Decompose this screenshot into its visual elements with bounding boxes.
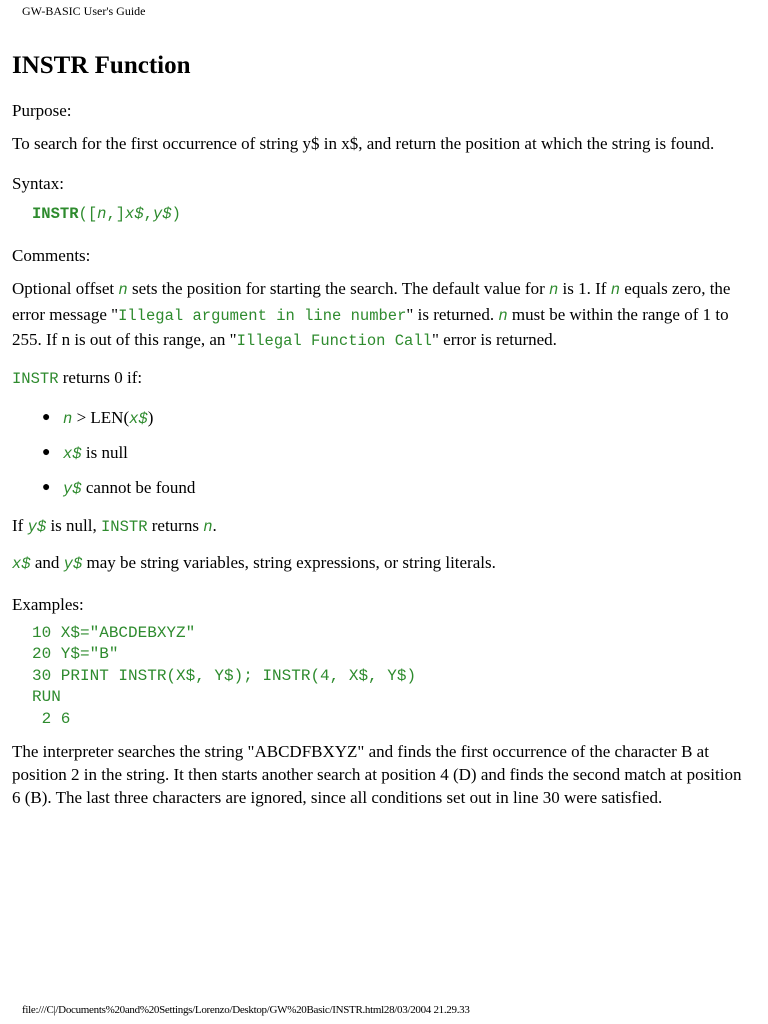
list-item-var: n <box>63 409 73 428</box>
var-x: x$ <box>12 554 31 573</box>
if-null-line <box>12 514 750 539</box>
syntax-comma: , <box>143 205 153 223</box>
comments-text: sets the position for starting the search. The default value for <box>127 279 549 298</box>
error-message-illegal-argument: Illegal argument in line number <box>118 306 407 325</box>
var-n: n <box>548 281 559 299</box>
syntax-keyword: INSTR <box>32 205 79 223</box>
var-n: n <box>118 281 128 299</box>
if-null-text: . <box>212 515 217 535</box>
code-line: 20 Y$="B" <box>32 645 119 663</box>
list-item-var: x$ <box>63 444 82 463</box>
instr-keyword: INSTR <box>12 369 59 388</box>
syntax-x: x$ <box>125 205 144 223</box>
syntax-n: n <box>97 205 107 223</box>
bullet-icon: ● <box>42 479 51 495</box>
code-line: 30 PRINT INSTR(X$, Y$); INSTR(4, X$, Y$) <box>32 666 417 685</box>
if-null-text: returns <box>147 515 204 535</box>
types-text: and <box>30 552 64 572</box>
purpose-label: Purpose: <box>12 101 72 120</box>
comments-text: must be within the range of 1 to 255. If n is out of this range, an " <box>12 304 729 349</box>
var-n: n <box>610 281 621 299</box>
comments-paragraph <box>12 277 750 354</box>
error-message-illegal-function-call: Illegal Function Call <box>236 332 432 350</box>
list-item-text: is null <box>81 442 128 462</box>
example-explanation: The interpreter searches the string "ABCDFBXYZ" and finds the first occurrence of the character B at position 2 in the string. It then starts another search at position 4 (D) and finds the second match at position 6 (B). The last three characters are ignored, since all conditions set out in line 30 were satisfied. <box>12 742 742 807</box>
page-title: INSTR Function <box>12 52 191 79</box>
code-line: 2 6 <box>32 709 71 728</box>
syntax-mid: ,] <box>106 205 126 223</box>
list-item-text: ) <box>147 407 154 427</box>
comments-text: " is returned. <box>406 304 499 324</box>
syntax-y: y$ <box>152 205 172 223</box>
code-line: 10 X$="ABCDEBXYZ" <box>32 623 196 642</box>
list-item <box>12 406 750 431</box>
var-y: y$ <box>27 517 47 536</box>
types-text: may be string variables, string expressions, or string literals. <box>82 552 496 572</box>
var-n: n <box>203 517 213 536</box>
list-item-var: x$ <box>129 409 148 428</box>
comments-text: Optional offset <box>12 279 119 298</box>
types-line <box>12 551 750 576</box>
list-item <box>12 476 750 501</box>
var-y: y$ <box>63 554 83 573</box>
list-item-text: cannot be found <box>81 477 196 497</box>
examples-label: Examples: <box>12 594 84 614</box>
purpose-text: To search for the first occurrence of string y$ in x$, and return the position at which the string is found. <box>12 134 715 153</box>
running-footer: file:///C|/Documents%20and%20Settings/Lorenzo/Desktop/GW%20Basic/INSTR.html28/03/2004 21.29.33 <box>22 1004 470 1016</box>
instr-keyword: INSTR <box>100 517 148 536</box>
list-item-var: y$ <box>63 479 82 498</box>
comments-text: equals zero, the error message " <box>12 279 731 324</box>
syntax-close: ) <box>171 205 181 223</box>
zero-conditions-list <box>12 406 750 501</box>
list-item <box>12 441 750 466</box>
if-null-text: If <box>12 515 28 535</box>
code-line: RUN <box>32 688 61 706</box>
bullet-icon: ● <box>42 409 51 425</box>
list-item-text: > LEN( <box>72 407 130 427</box>
bullet-icon: ● <box>42 444 51 460</box>
returns-zero-line <box>12 366 750 391</box>
if-null-text: is null, <box>46 515 101 535</box>
example-code-block <box>12 623 750 731</box>
returns-zero-text: returns 0 if: <box>58 367 143 387</box>
syntax-code <box>12 203 750 225</box>
syntax-label: Syntax: <box>12 174 64 193</box>
comments-label: Comments: <box>12 246 91 265</box>
document-content <box>12 50 750 809</box>
var-n: n <box>498 306 508 325</box>
running-header: GW-BASIC User's Guide <box>22 4 146 18</box>
comments-text: " error is returned. <box>431 330 557 349</box>
syntax-open: ([ <box>78 205 98 223</box>
comments-text: is 1. If <box>558 279 611 298</box>
